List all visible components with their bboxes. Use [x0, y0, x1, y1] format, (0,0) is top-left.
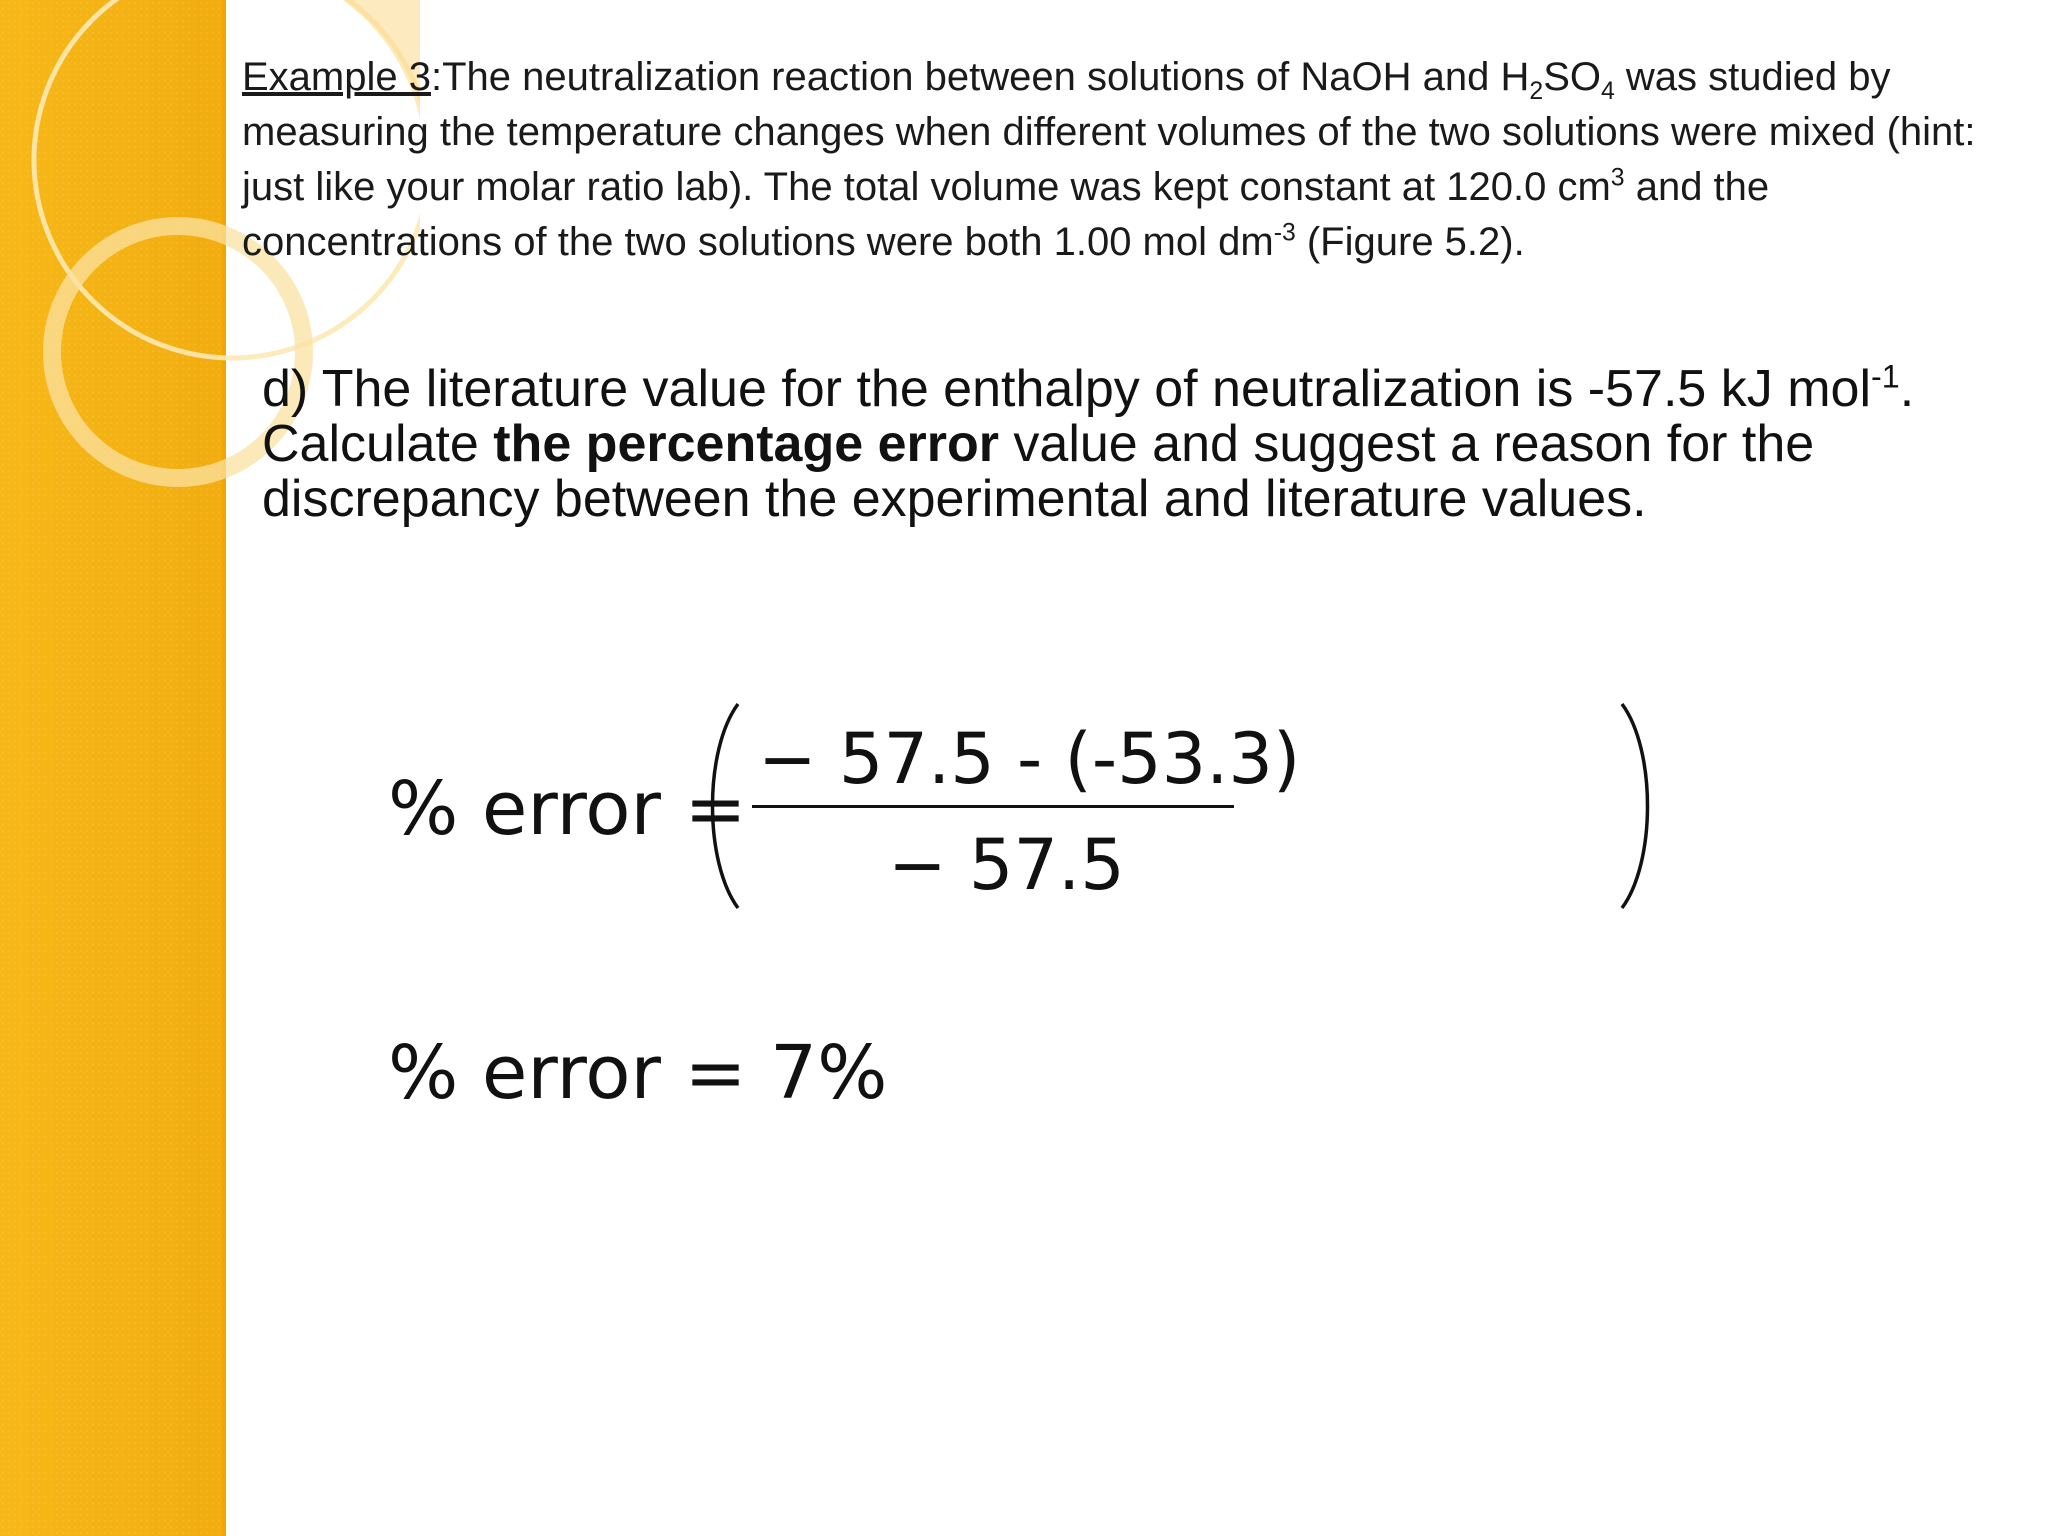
- question-superscript: -1: [1871, 358, 1900, 395]
- example-intro: [242, 50, 2012, 270]
- fraction-bar: [752, 805, 1234, 808]
- superscript-neg3: -3: [1273, 219, 1296, 247]
- question-text-1: d) The literature value for the enthalpy of neutralization is -57.5 kJ mol: [262, 360, 1872, 418]
- example-label: Example 3: [242, 55, 431, 99]
- subscript-4: 4: [1600, 78, 1615, 105]
- intro-text-2: SO: [1543, 55, 1601, 99]
- question-d: [262, 358, 2002, 528]
- intro-text-4: and the concentrations of the two solutions were both 1.00 mol dm: [242, 165, 1770, 264]
- question-bold-phrase: the percentage error: [493, 415, 999, 473]
- formula-denominator: − 57.5: [888, 824, 1125, 906]
- formula-numerator: − 57.5 - (-53.3): [758, 718, 1301, 800]
- question-text-3: value and suggest a reason for the discrepancy between the experimental and literature values.: [262, 415, 1815, 528]
- superscript-3: 3: [1610, 164, 1625, 192]
- subscript-2: 2: [1529, 78, 1544, 105]
- intro-text-1: :The neutralization reaction between solutions of NaOH and H: [430, 55, 1530, 99]
- left-parenthesis: [696, 700, 756, 912]
- formula-lhs: % error =: [388, 766, 747, 852]
- result-line: % error = 7%: [388, 1030, 888, 1116]
- question-text-2: . Calculate: [262, 360, 1915, 473]
- intro-text-3: was studied by measuring the temperature changes when different volumes of the two solutions were mixed (hint: just like your molar ratio lab). The total volume was kept constant at 120.0 cm: [242, 55, 1976, 209]
- intro-text-5: (Figure 5.2).: [1295, 220, 1525, 264]
